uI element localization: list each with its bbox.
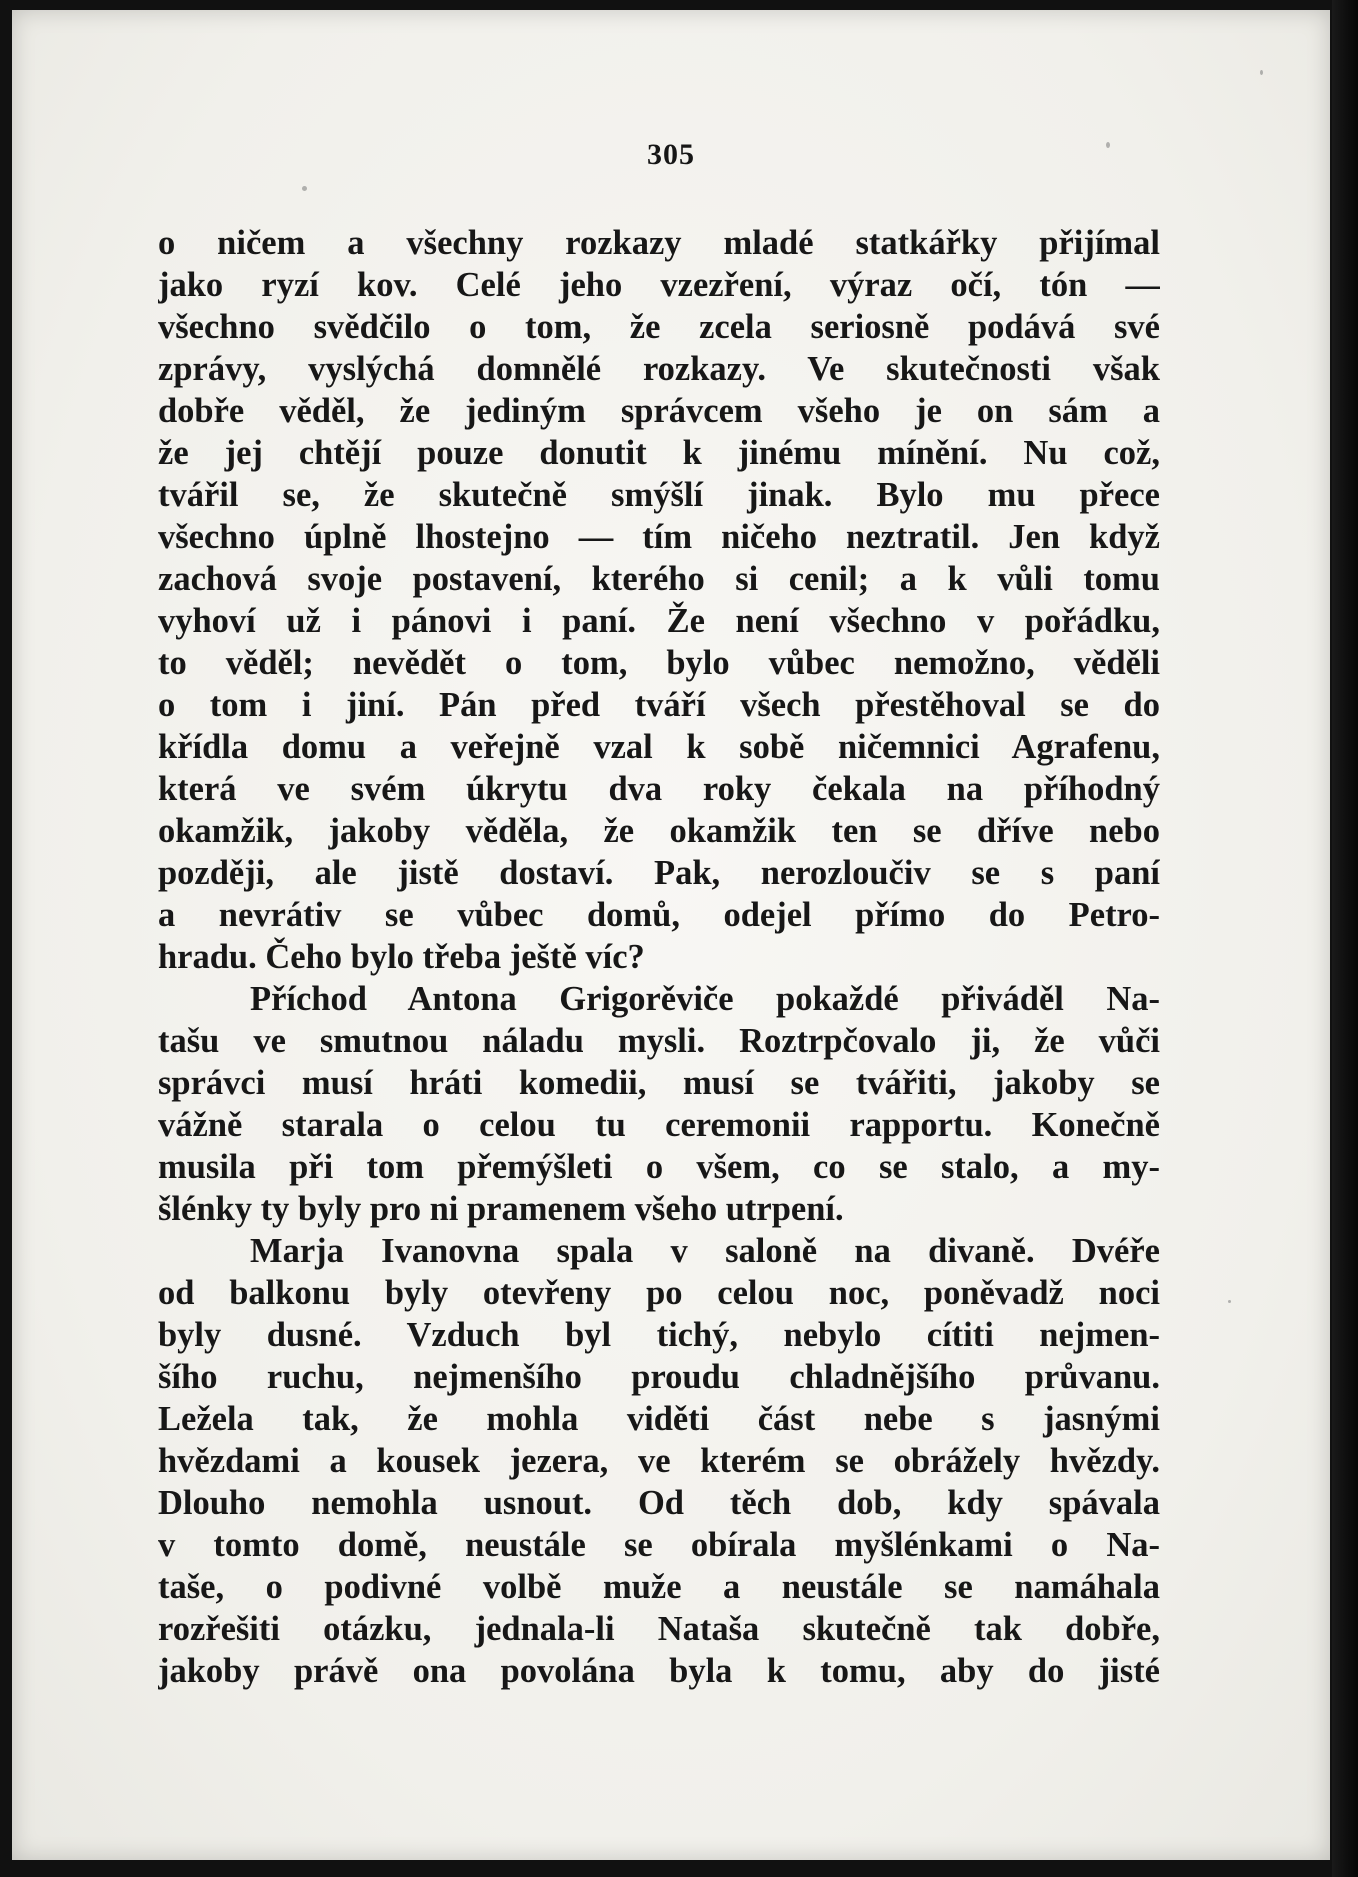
text-line: to věděl; nevědět o tom, bylo vůbec nemožno, věděli bbox=[158, 644, 1160, 682]
page-number: 305 bbox=[647, 138, 695, 171]
text-line: musila při tom přemýšleti o všem, co se stalo, a my- bbox=[158, 1148, 1160, 1186]
text-line: jakoby právě ona povolána byla k tomu, aby do jisté bbox=[158, 1652, 1160, 1690]
text-line: vyhoví už i pánovi i paní. Že není všechno v pořádku, bbox=[158, 602, 1160, 640]
paragraph-start-line: Příchod Antona Grigorěviče pokaždé přiváděl Na- bbox=[250, 980, 1160, 1018]
text-line: všechno svědčilo o tom, že zcela seriosně podává své bbox=[158, 308, 1160, 346]
body-text bbox=[158, 222, 1160, 1692]
dust-speck bbox=[1106, 142, 1110, 148]
text-line: která ve svém úkrytu dva roky čekala na příhodný bbox=[158, 770, 1160, 808]
text-line: šího ruchu, nejmenšího proudu chladnějšího průvanu. bbox=[158, 1358, 1160, 1396]
text-line: Ležela tak, že mohla viděti část nebe s jasnými bbox=[158, 1400, 1160, 1438]
paragraph-end-line: hradu. Čeho bylo třeba ještě víc? bbox=[158, 938, 645, 976]
text-line: a nevrátiv se vůbec domů, odejel přímo do Petro- bbox=[158, 896, 1160, 934]
text-line: hvězdami a kousek jezera, ve kterém se obrážely hvězdy. bbox=[158, 1442, 1160, 1480]
text-line: dobře věděl, že jediným správcem všeho je on sám a bbox=[158, 392, 1160, 430]
dust-speck bbox=[1260, 70, 1263, 75]
text-line: od balkonu byly otevřeny po celou noc, poněvadž noci bbox=[158, 1274, 1160, 1312]
text-line: tašu ve smutnou náladu mysli. Roztrpčovalo ji, že vůči bbox=[158, 1022, 1160, 1060]
text-line: zprávy, vyslýchá domnělé rozkazy. Ve skutečnosti však bbox=[158, 350, 1160, 388]
text-line: taše, o podivné volbě muže a neustále se namáhala bbox=[158, 1568, 1160, 1606]
text-line: byly dusné. Vzduch byl tichý, nebylo cítiti nejmen- bbox=[158, 1316, 1160, 1354]
text-line: zachová svoje postavení, kterého si cenil; a k vůli tomu bbox=[158, 560, 1160, 598]
scan-edge-shadow bbox=[1332, 0, 1358, 1877]
paragraph-end-line: šlénky ty byly pro ni pramenem všeho utrpení. bbox=[158, 1190, 844, 1228]
text-line: jako ryzí kov. Celé jeho vzezření, výraz očí, tón — bbox=[158, 266, 1160, 304]
text-line: rozřešiti otázku, jednala-li Nataša skutečně tak dobře, bbox=[158, 1610, 1160, 1648]
text-line: správci musí hráti komedii, musí se tvářiti, jakoby se bbox=[158, 1064, 1160, 1102]
text-line: všechno úplně lhostejno — tím ničeho neztratil. Jen když bbox=[158, 518, 1160, 556]
text-line: okamžik, jakoby věděla, že okamžik ten se dříve nebo bbox=[158, 812, 1160, 850]
text-line: později, ale jistě dostaví. Pak, nerozloučiv se s paní bbox=[158, 854, 1160, 892]
text-line: křídla domu a veřejně vzal k sobě ničemnici Agrafenu, bbox=[158, 728, 1160, 766]
text-line: o tom i jiní. Pán před tváří všech přestěhoval se do bbox=[158, 686, 1160, 724]
text-line: vážně starala o celou tu ceremonii rapportu. Konečně bbox=[158, 1106, 1160, 1144]
text-line: v tomto domě, neustále se obírala myšlénkami o Na- bbox=[158, 1526, 1160, 1564]
text-line: Dlouho nemohla usnout. Od těch dob, kdy spávala bbox=[158, 1484, 1160, 1522]
dust-speck bbox=[1228, 1300, 1231, 1303]
text-line: o ničem a všechny rozkazy mladé statkářky přijímal bbox=[158, 224, 1160, 262]
paragraph-start-line: Marja Ivanovna spala v saloně na divaně. Dvéře bbox=[250, 1232, 1160, 1270]
text-line: že jej chtějí pouze donutit k jinému mínění. Nu což, bbox=[158, 434, 1160, 472]
paper-sheet bbox=[12, 10, 1330, 1860]
dust-speck bbox=[302, 186, 307, 191]
text-line: tvářil se, že skutečně smýšlí jinak. Bylo mu přece bbox=[158, 476, 1160, 514]
